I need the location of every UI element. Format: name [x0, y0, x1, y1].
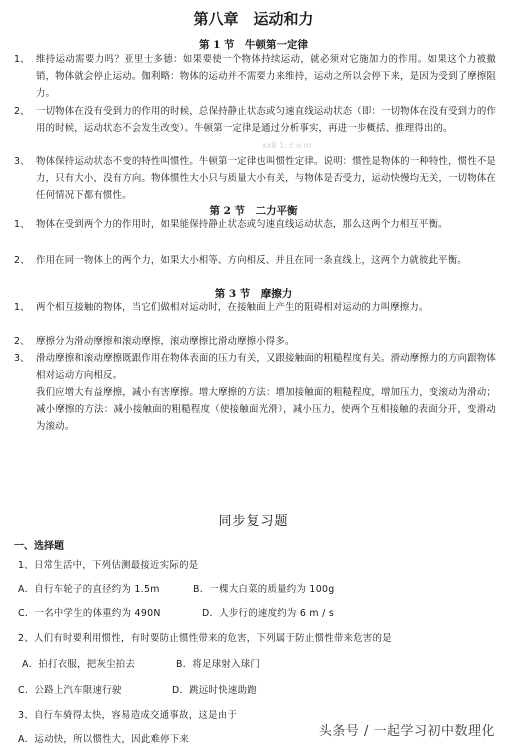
question-2-option-a: A．拍打衣服，把灰尘拍去 — [22, 659, 136, 670]
item-text: 滑动摩擦和滚动摩擦既跟作用在物体表面的压力有关，又跟接触面的粗糙程度有关。滑动摩擦力的方向跟物体相对运动方向相反。 — [36, 353, 496, 381]
item-text: 物体在受到两个力的作用时，如果能保持静止状态或匀速直线运动状态，那么这两个力相互平衡。 — [36, 219, 448, 230]
section-3-title: 第 3 节 摩擦力 — [214, 288, 293, 300]
section-1-item-1 — [14, 51, 496, 102]
question-3-option-a: A．运动快，所以惯性大，因此难停下来 — [18, 734, 190, 745]
item-text: 摩擦分为滑动摩擦和滚动摩擦，滚动摩擦比滑动摩擦小得多。 — [36, 336, 295, 347]
question-1-option-d: D．人步行的速度约为 6 m / s — [202, 608, 335, 619]
section-3-item-2 — [14, 333, 496, 350]
watermark-text: 头条号 / 一起学习初中数理化 — [318, 724, 495, 739]
item-number: 3、 — [14, 353, 30, 364]
question-1-option-a: A．自行车轮子的直径约为 1.5m — [18, 584, 160, 595]
item-number: 1、 — [14, 302, 30, 313]
section-2-item-2 — [14, 252, 496, 269]
question-1-stem: 1、日常生活中，下列估测最接近实际的是 — [18, 560, 199, 571]
section-1-title: 第 1 节 牛顿第一定律 — [198, 39, 309, 51]
section-3-note: 我们应增大有益摩擦，减小有害摩擦。增大摩擦的方法：增加接触面的粗糙程度，增加压力，变滚动为滑动；减小摩擦的方法：减小接触面的粗糙程度（使接触面光滑），减小压力，使两个互相接触的表面分开，变滑动为滚动。 — [36, 387, 496, 432]
question-1-option-c: C．一名中学生的体重约为 490N — [18, 608, 161, 619]
section-1-item-2 — [14, 103, 496, 137]
section-heading: 一、选择题 — [14, 541, 64, 552]
question-1-option-b: B．一棵大白菜的质量约为 100g — [193, 584, 335, 595]
item-text: 一切物体在没有受到力的作用的时候，总保持静止状态或匀速直线运动状态（即：一切物体在没有受到力的作用的时候，运动状态不会发生改变）。牛顿第一定律是通过分析事实，再进一步概括、推理得出的。 — [36, 106, 496, 134]
item-text: 作用在同一物体上的两个力，如果大小相等、方向相反、并且在同一条直线上，这两个力就彼此平衡。 — [36, 255, 467, 266]
item-number: 1、 — [14, 219, 30, 230]
item-text: 维持运动需要力吗？亚里士多德：如果要使一个物体持续运动，就必须对它施加力的作用。如果这个力被撤销，物体就会停止运动。伽利略：物体的运动并不需要力来维持，运动之所以会停下来，是因为受到了摩擦阻力。 — [36, 54, 496, 99]
section-3-item-1 — [14, 299, 496, 316]
section-2-title: 第 2 节 二力平衡 — [209, 205, 298, 217]
section-1-item-3 — [14, 153, 496, 204]
question-2-option-b: B．将足球射入球门 — [176, 659, 261, 670]
item-number: 2、 — [14, 106, 30, 117]
question-2-option-c: C．公路上汽车限速行驶 — [18, 685, 122, 696]
item-text: 物体保持运动状态不变的特性叫惯性。牛顿第一定律也叫惯性定律。说明：惯性是物体的一种特性，惯性不是力，只有大小，没有方向。物体惯性大小只与质量大小有关，与物体是否受力，运动快慢均无关，一切物体在任何情况下都有惯性。 — [36, 156, 496, 201]
item-number: 2、 — [14, 255, 30, 266]
faint-watermark-text: xx8 1. c o m — [262, 141, 312, 150]
question-2-option-d: D．跳远时快速助跑 — [172, 685, 257, 696]
item-number: 2、 — [14, 336, 30, 347]
question-3-stem: 3、自行车骑得太快，容易造成交通事故，这是由于 — [18, 710, 238, 721]
question-2-stem: 2、人们有时要利用惯性，有时要防止惯性带来的危害，下列属于防止惯性带来危害的是 — [18, 633, 392, 644]
item-number: 1、 — [14, 54, 30, 65]
section-2-item-1 — [14, 216, 496, 233]
review-title: 同步复习题 — [218, 514, 289, 529]
item-number: 3、 — [14, 156, 30, 167]
section-3-item-3 — [14, 350, 496, 384]
item-text: 两个相互接触的物体，当它们做相对运动时，在接触面上产生的阻碍相对运动的力叫摩擦力。 — [36, 302, 429, 313]
chapter-title: 第八章 运动和力 — [193, 10, 314, 28]
